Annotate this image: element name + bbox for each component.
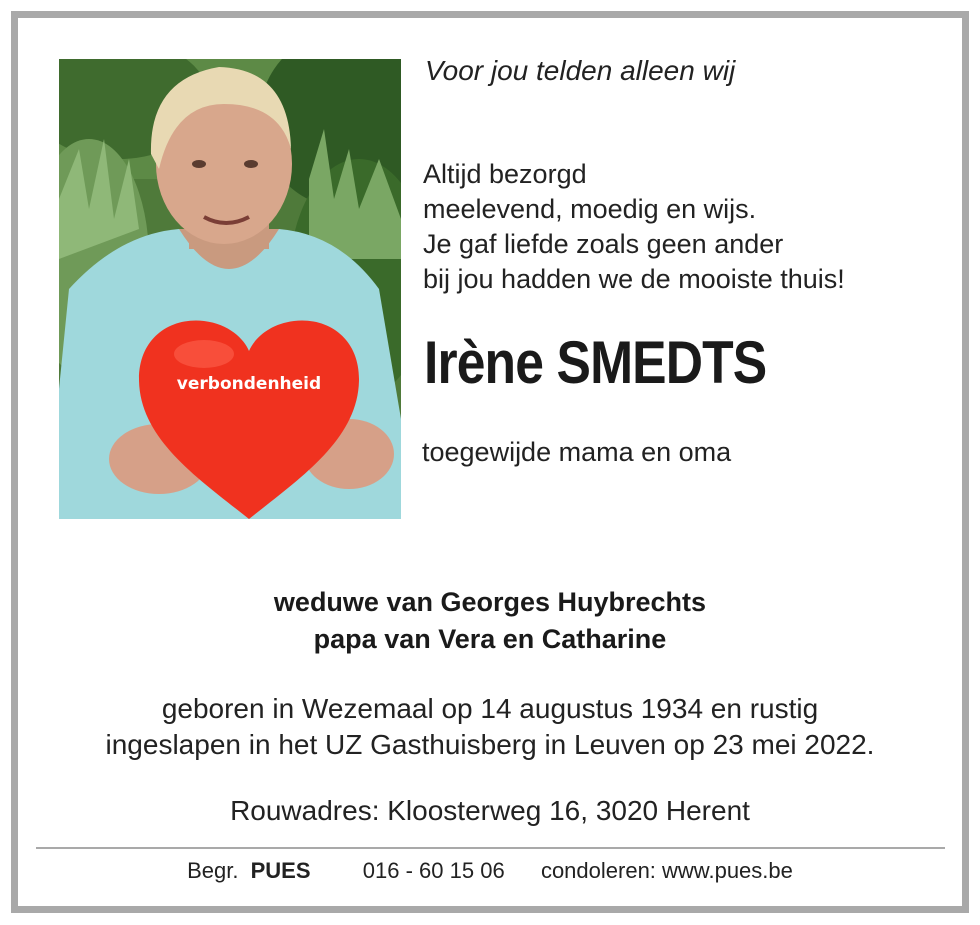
footer-condolences: condoleren: www.pues.be	[540, 858, 793, 883]
mourning-address: Rouwadres: Kloosterweg 16, 3020 Herent	[230, 795, 750, 826]
poem-line: meelevend, moedig en wijs.	[423, 194, 757, 224]
portrait-photo	[59, 59, 401, 519]
footer	[0, 858, 980, 884]
deceased-name: Irène SMEDTS	[424, 329, 767, 396]
footer-divider	[36, 847, 945, 849]
life-dates	[0, 691, 980, 763]
funeral-company: PUES	[250, 858, 311, 883]
heart-label: verbondenheid	[176, 374, 322, 394]
motto: Voor jou telden alleen wij	[425, 55, 736, 86]
poem-line: Je gaf liefde zoals geen ander	[423, 229, 784, 259]
dates-line: geboren in Wezemaal op 14 augustus 1934 en rustig	[161, 693, 819, 724]
deceased-role: toegewijde mama en oma	[422, 437, 732, 467]
footer-phone: 016 - 60 15 06	[362, 858, 505, 883]
relations	[0, 584, 980, 658]
poem-line: bij jou hadden we de mooiste thuis!	[423, 264, 845, 294]
relation-line: papa van Vera en Catharine	[313, 624, 667, 654]
footer-prefix: Begr.	[187, 858, 239, 883]
poem-line: Altijd bezorgd	[423, 159, 587, 189]
dates-line: ingeslapen in het UZ Gasthuisberg in Leuven op 23 mei 2022.	[105, 729, 875, 760]
relation-line: weduwe van Georges Huybrechts	[273, 587, 707, 617]
poem	[423, 157, 845, 297]
